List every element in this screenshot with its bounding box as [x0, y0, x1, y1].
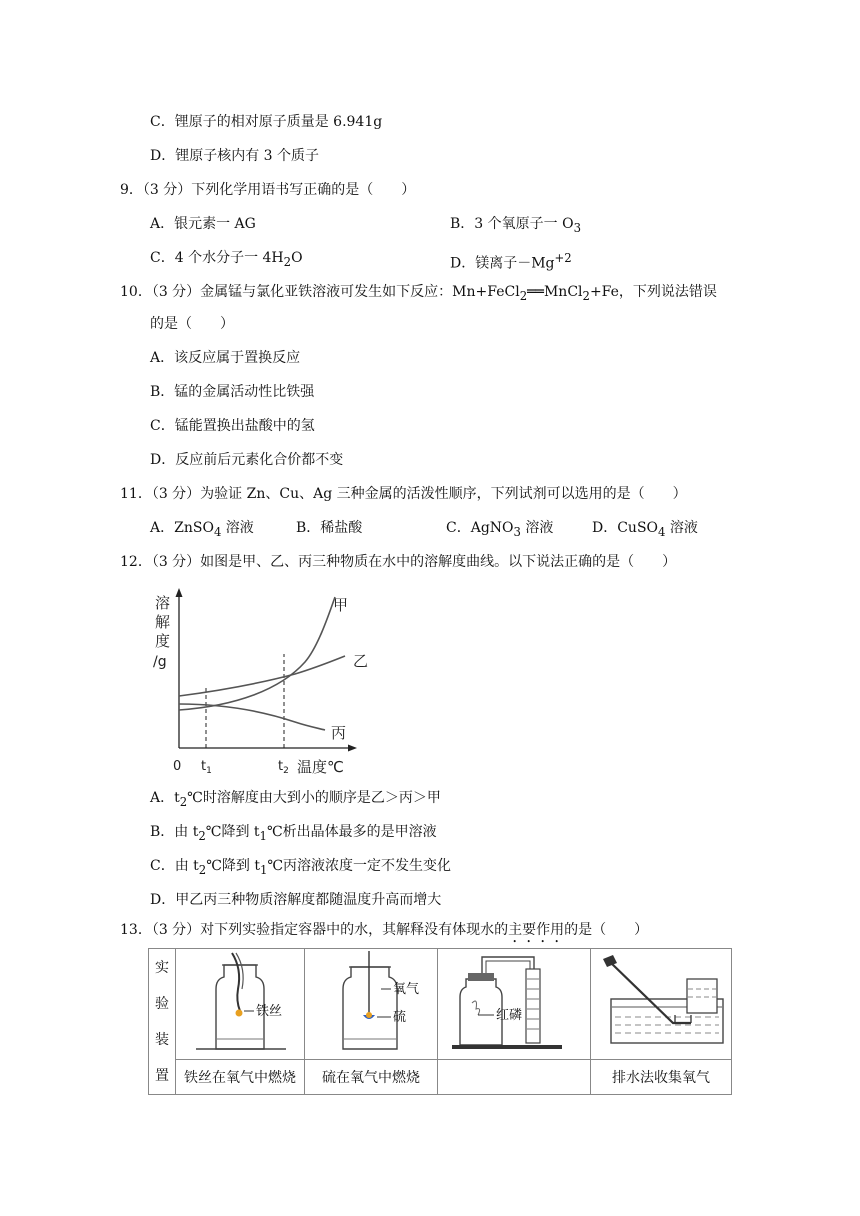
y-label-char-1: 溶	[155, 594, 171, 612]
side-header	[149, 949, 176, 1095]
water-collection-apparatus-drawing	[591, 949, 731, 1055]
q12-option-a: A．$t_2℃$时溶解度由大到小的顺序是乙＞丙＞甲	[150, 790, 441, 809]
q11-option-d: D．CuSO$_4$ 溶液	[592, 520, 698, 539]
side-char: 置	[155, 1067, 169, 1084]
caption-iron-wire: 铁丝在氧气中燃烧	[176, 1060, 305, 1095]
q9-option-c: C．4 个水分子一 $4H_2O$	[150, 250, 303, 269]
q10-option-d: D．反应前后元素化合价都不变	[150, 452, 344, 468]
q11-option-a: A．ZnSO$_4$ 溶液	[150, 520, 254, 539]
q9-option-b: B．3 个氧原子一 $O_3$	[450, 216, 581, 235]
red-phosphorus-label: 红磷	[496, 1008, 523, 1023]
q8-option-c: C．锂原子的相对原子质量是 6.941g	[150, 114, 383, 130]
t2-label: $t_2$	[278, 759, 289, 776]
experiment-table	[148, 948, 732, 1095]
sulfur-label: 硫	[393, 1010, 407, 1025]
q13-emphasis: 主要作用	[508, 922, 565, 938]
sulfur-apparatus-drawing	[305, 949, 437, 1055]
red-phosphorus-apparatus-drawing	[438, 949, 590, 1055]
q12-stem: 12．（3 分）如图是甲、乙、丙三种物质在水中的溶解度曲线。以下说法正确的是（ ）	[120, 554, 677, 570]
curve-yi	[179, 656, 345, 696]
side-char: 实	[155, 959, 169, 976]
y-label-char-4: /g	[153, 654, 167, 670]
side-char: 装	[155, 1031, 169, 1048]
q10-option-b: B．锰的金属活动性比铁强	[150, 384, 315, 400]
caption-red-phosphorus	[438, 1060, 591, 1095]
caption-water-collection: 排水法收集氧气	[591, 1060, 732, 1095]
oxygen-label: 氧气	[393, 982, 420, 997]
q11-stem: 11．（3 分）为验证 Zn、Cu、Ag 三种金属的活泼性顺序，下列试剂可以选用的是（ ）	[120, 486, 687, 502]
apparatus-iron-wire	[176, 949, 305, 1060]
apparatus-red-phosphorus	[438, 949, 591, 1060]
q13-stem: 13．（3 分）对下列实验指定容器中的水，其解释没有体现水的主要作用的是（ ）	[120, 922, 649, 938]
series-label-bing: 丙	[331, 724, 347, 742]
q9-option-d: D．镁离子$-Mg^{+2}$	[450, 251, 572, 272]
q10-stem: 10．（3 分）金属锰与氯化亚铁溶液可发生如下反应：Mn+FeCl$_2$══MnCl$_2$+Fe，下列说法错误	[120, 284, 717, 303]
t1-label: $t_1$	[201, 759, 212, 776]
origin-label: 0	[173, 759, 182, 774]
q9-stem: 9．（3 分）下列化学用语书写正确的是（ ）	[120, 182, 416, 198]
y-label-char-2: 解	[155, 613, 171, 631]
x-axis-arrow	[348, 745, 357, 752]
x-axis-label: 温度℃	[297, 758, 344, 776]
q12-option-b: B．由 $t_2℃$降到 $t_1℃$析出晶体最多的是甲溶液	[150, 824, 437, 843]
iron-wire-label: 铁丝	[256, 1004, 283, 1019]
q11-option-b: B．稀盐酸	[296, 520, 363, 536]
q9-option-a: A．银元素一 AG	[150, 216, 256, 232]
solubility-curve-graph	[145, 580, 375, 780]
apparatus-sulfur	[305, 949, 438, 1060]
apparatus-water-collection	[591, 949, 732, 1060]
q11-option-c: C．AgNO$_3$ 溶液	[446, 520, 554, 539]
y-label-char-3: 度	[155, 632, 171, 650]
q10-option-c: C．锰能置换出盐酸中的氢	[150, 418, 315, 434]
q12-option-c: C．由 $t_2℃$降到 $t_1℃$丙溶液浓度一定不发生变化	[150, 858, 452, 877]
q12-option-d: D．甲乙丙三种物质溶解度都随温度升高而增大	[150, 892, 442, 908]
series-label-jia: 甲	[333, 596, 349, 614]
iron-wire-apparatus-drawing	[176, 949, 304, 1055]
q10-stem-continued: 的是（ ）	[150, 316, 234, 332]
q10-option-a: A．该反应属于置换反应	[150, 350, 301, 366]
series-label-yi: 乙	[353, 652, 369, 670]
y-axis-arrow	[176, 588, 183, 597]
caption-sulfur: 硫在氧气中燃烧	[305, 1060, 438, 1095]
side-char: 验	[155, 995, 169, 1012]
q8-option-d: D．锂原子核内有 3 个质子	[150, 148, 320, 164]
